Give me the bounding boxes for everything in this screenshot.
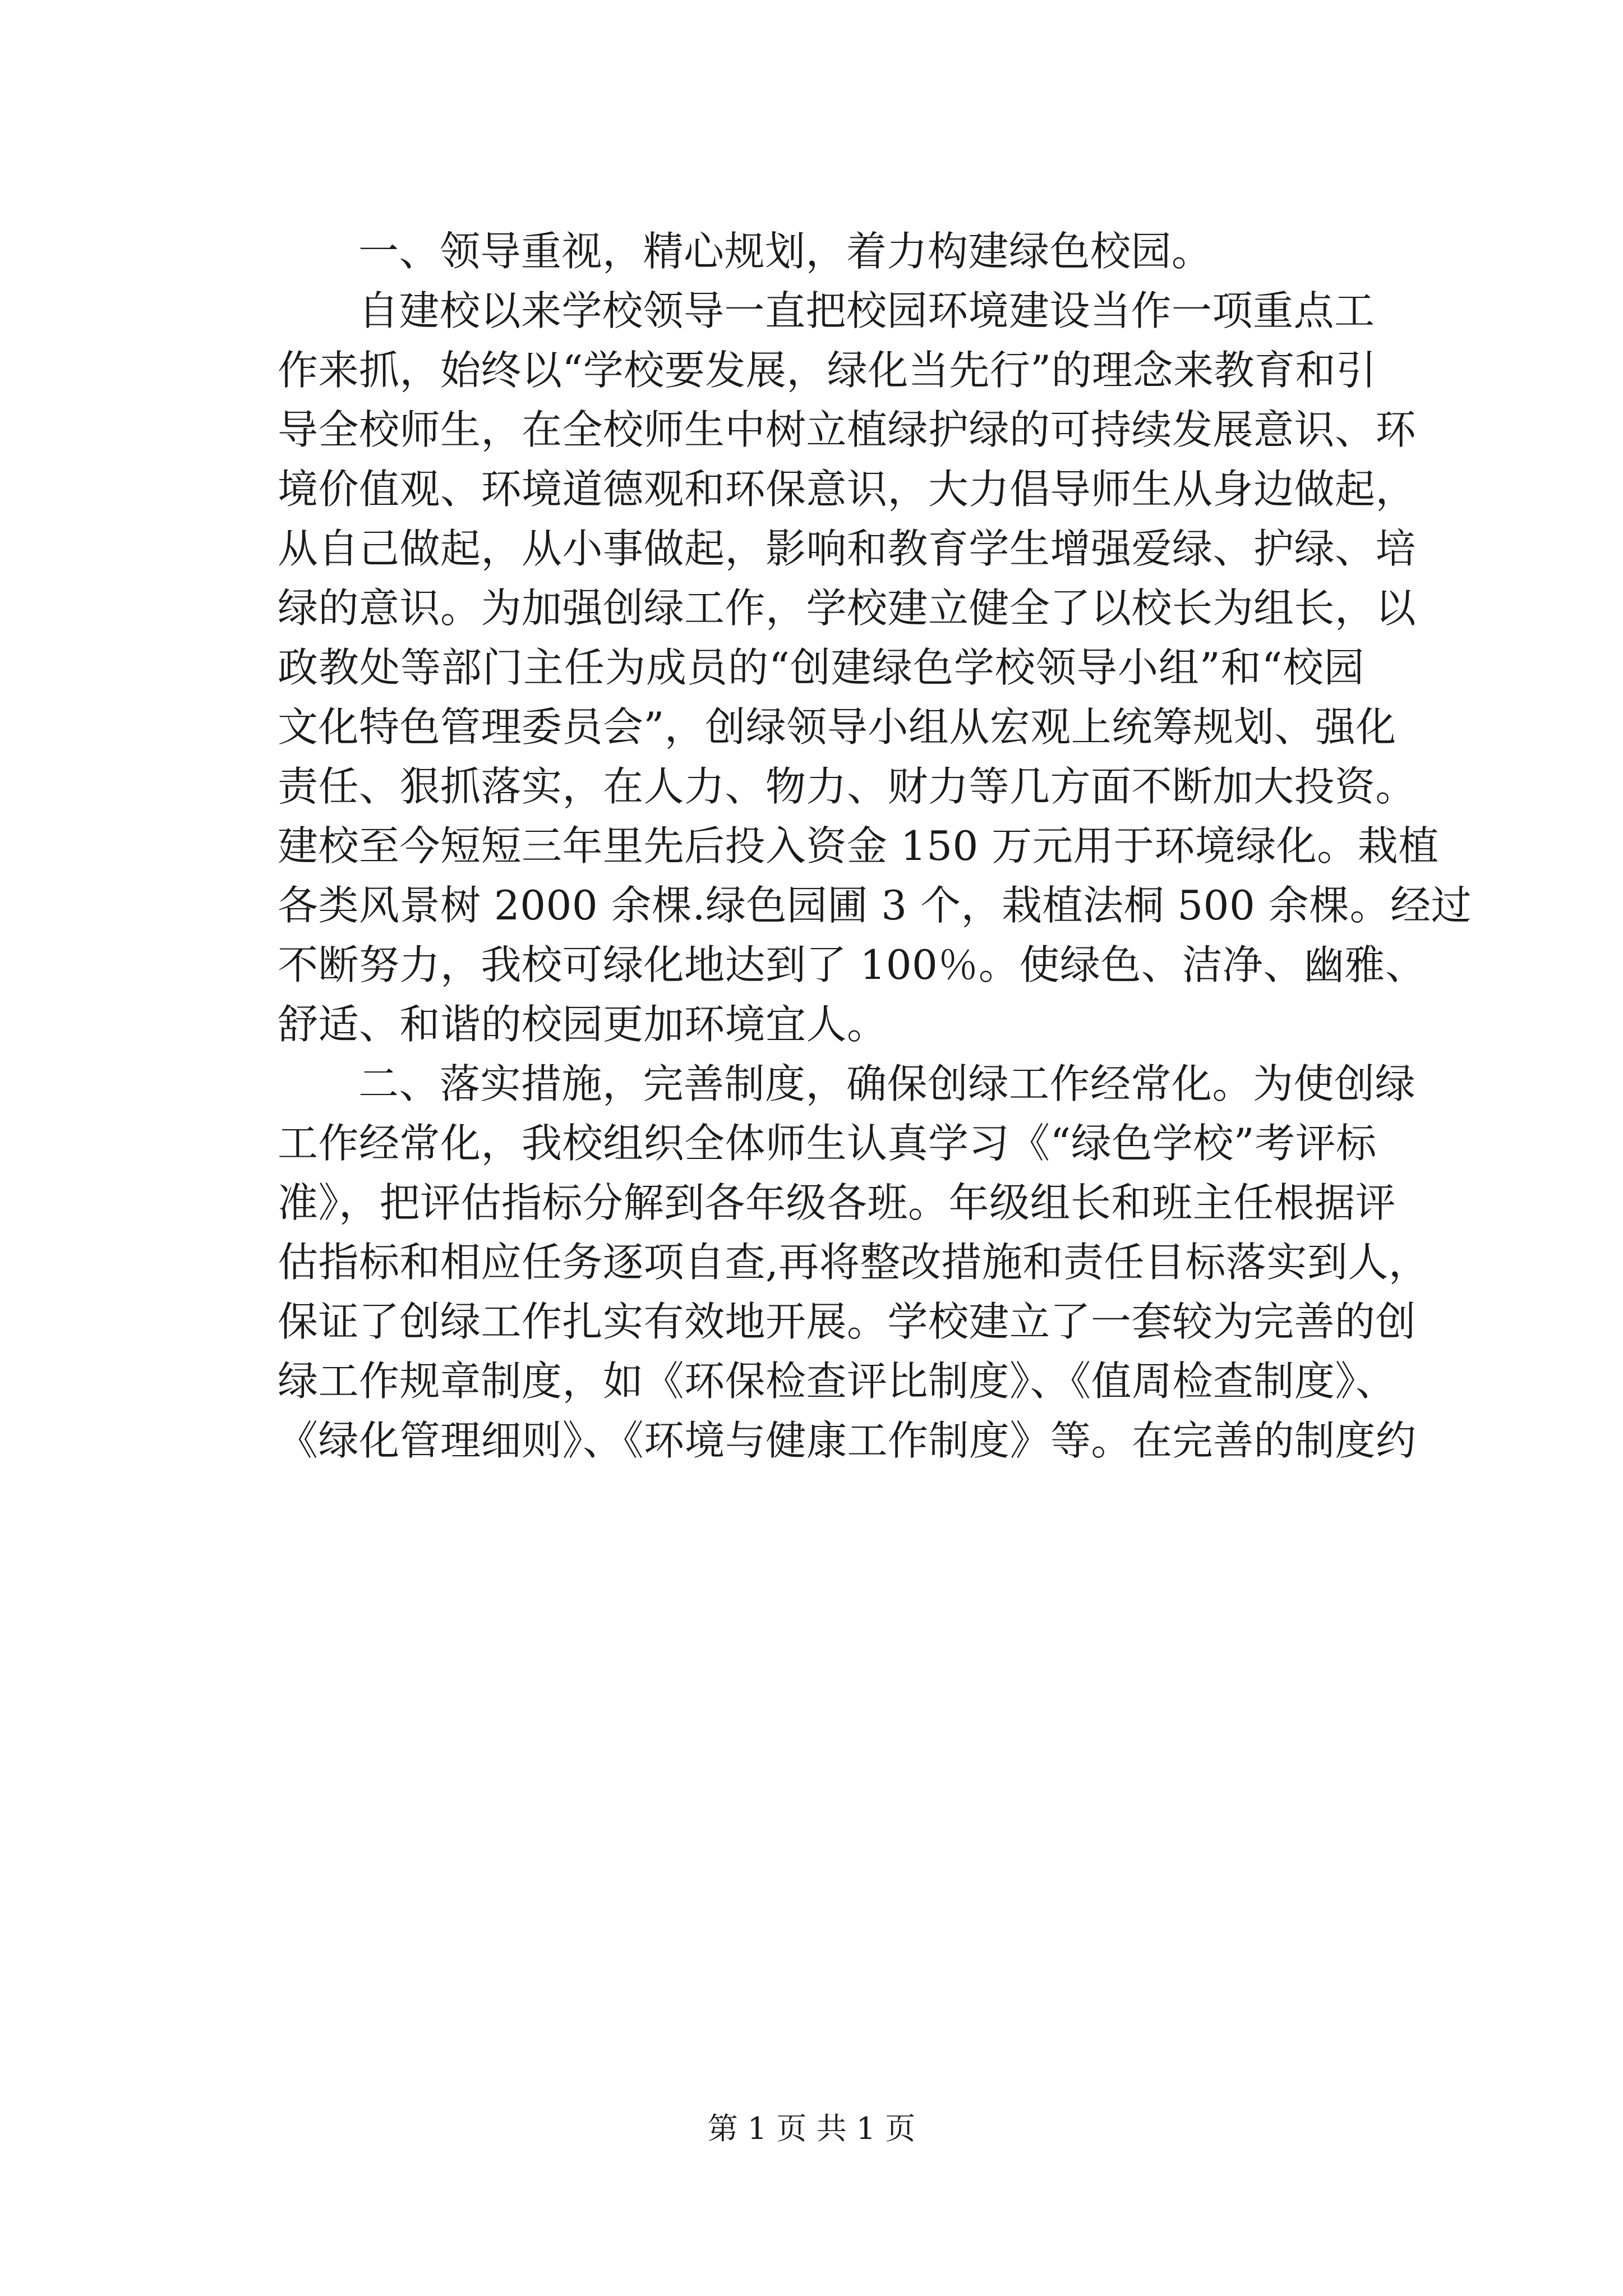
paragraph-line: 导全校师生，在全校师生中树立植绿护绿的可持续发展意识、环	[278, 406, 1417, 453]
paragraph-line: 《绿化管理细则》、《环境与健康工作制度》等。在完善的制度约	[278, 1417, 1417, 1464]
heading-section-two: 二、落实措施，完善制度，确保创绿工作经常化。为使创绿	[358, 1060, 1416, 1107]
paragraph-line: 建校至今短短三年里先后投入资金 150 万元用于环境绿化。栽植	[278, 822, 1439, 869]
paragraph-line: 自建校以来学校领导一直把校园环境建设当作一项重点工	[358, 287, 1375, 334]
paragraph-line: 工作经常化，我校组织全体师生认真学习《“绿色学校”考评标	[278, 1120, 1377, 1167]
paragraph-line: 舒适、和谐的校园更加环境宜人。	[278, 1001, 888, 1048]
page-number-footer: 第 1 页 共 1 页	[707, 2111, 916, 2146]
paragraph-line: 各类风景树 2000 余棵.绿色园圃 3 个，栽植法桐 500 余棵。经过	[278, 882, 1472, 929]
paragraph-line: 绿工作规章制度，如《环保检查评比制度》、《值周检查制度》、	[278, 1358, 1396, 1405]
heading-section-one: 一、领导重视，精心规划，着力构建绿色校园。	[358, 228, 1212, 275]
paragraph-line: 准》，把评估指标分解到各年级各班。年级组长和班主任根据评	[278, 1179, 1396, 1226]
paragraph-line: 绿的意识。为加强创绿工作，学校建立健全了以校长为组长，以	[278, 585, 1417, 632]
paragraph-line: 从自己做起，从小事做起，影响和教育学生增强爱绿、护绿、培	[278, 525, 1417, 572]
paragraph-line: 文化特色管理委员会”，创绿领导小组从宏观上统筹规划、强化	[278, 703, 1396, 751]
paragraph-line: 境价值观、环境道德观和环保意识，大力倡导师生从身边做起，	[278, 466, 1417, 513]
body-text	[278, 222, 1472, 1470]
paragraph-line: 保证了创绿工作扎实有效地开展。学校建立了一套较为完善的创	[278, 1298, 1417, 1345]
paragraph-line: 政教处等部门主任为成员的“创建绿色学校领导小组”和“校园	[278, 644, 1364, 691]
paragraph-line: 估指标和相应任务逐项自查,再将整改措施和责任目标落实到人，	[278, 1239, 1430, 1286]
paragraph-line: 不断努力，我校可绿化地达到了 100％。使绿色、洁净、幽雅、	[278, 941, 1426, 988]
paragraph-line: 作来抓，始终以“学校要发展，绿化当先行”的理念来教育和引	[278, 347, 1377, 394]
paragraph-line: 责任、狠抓落实，在人力、物力、财力等几方面不断加大投资。	[278, 763, 1417, 810]
